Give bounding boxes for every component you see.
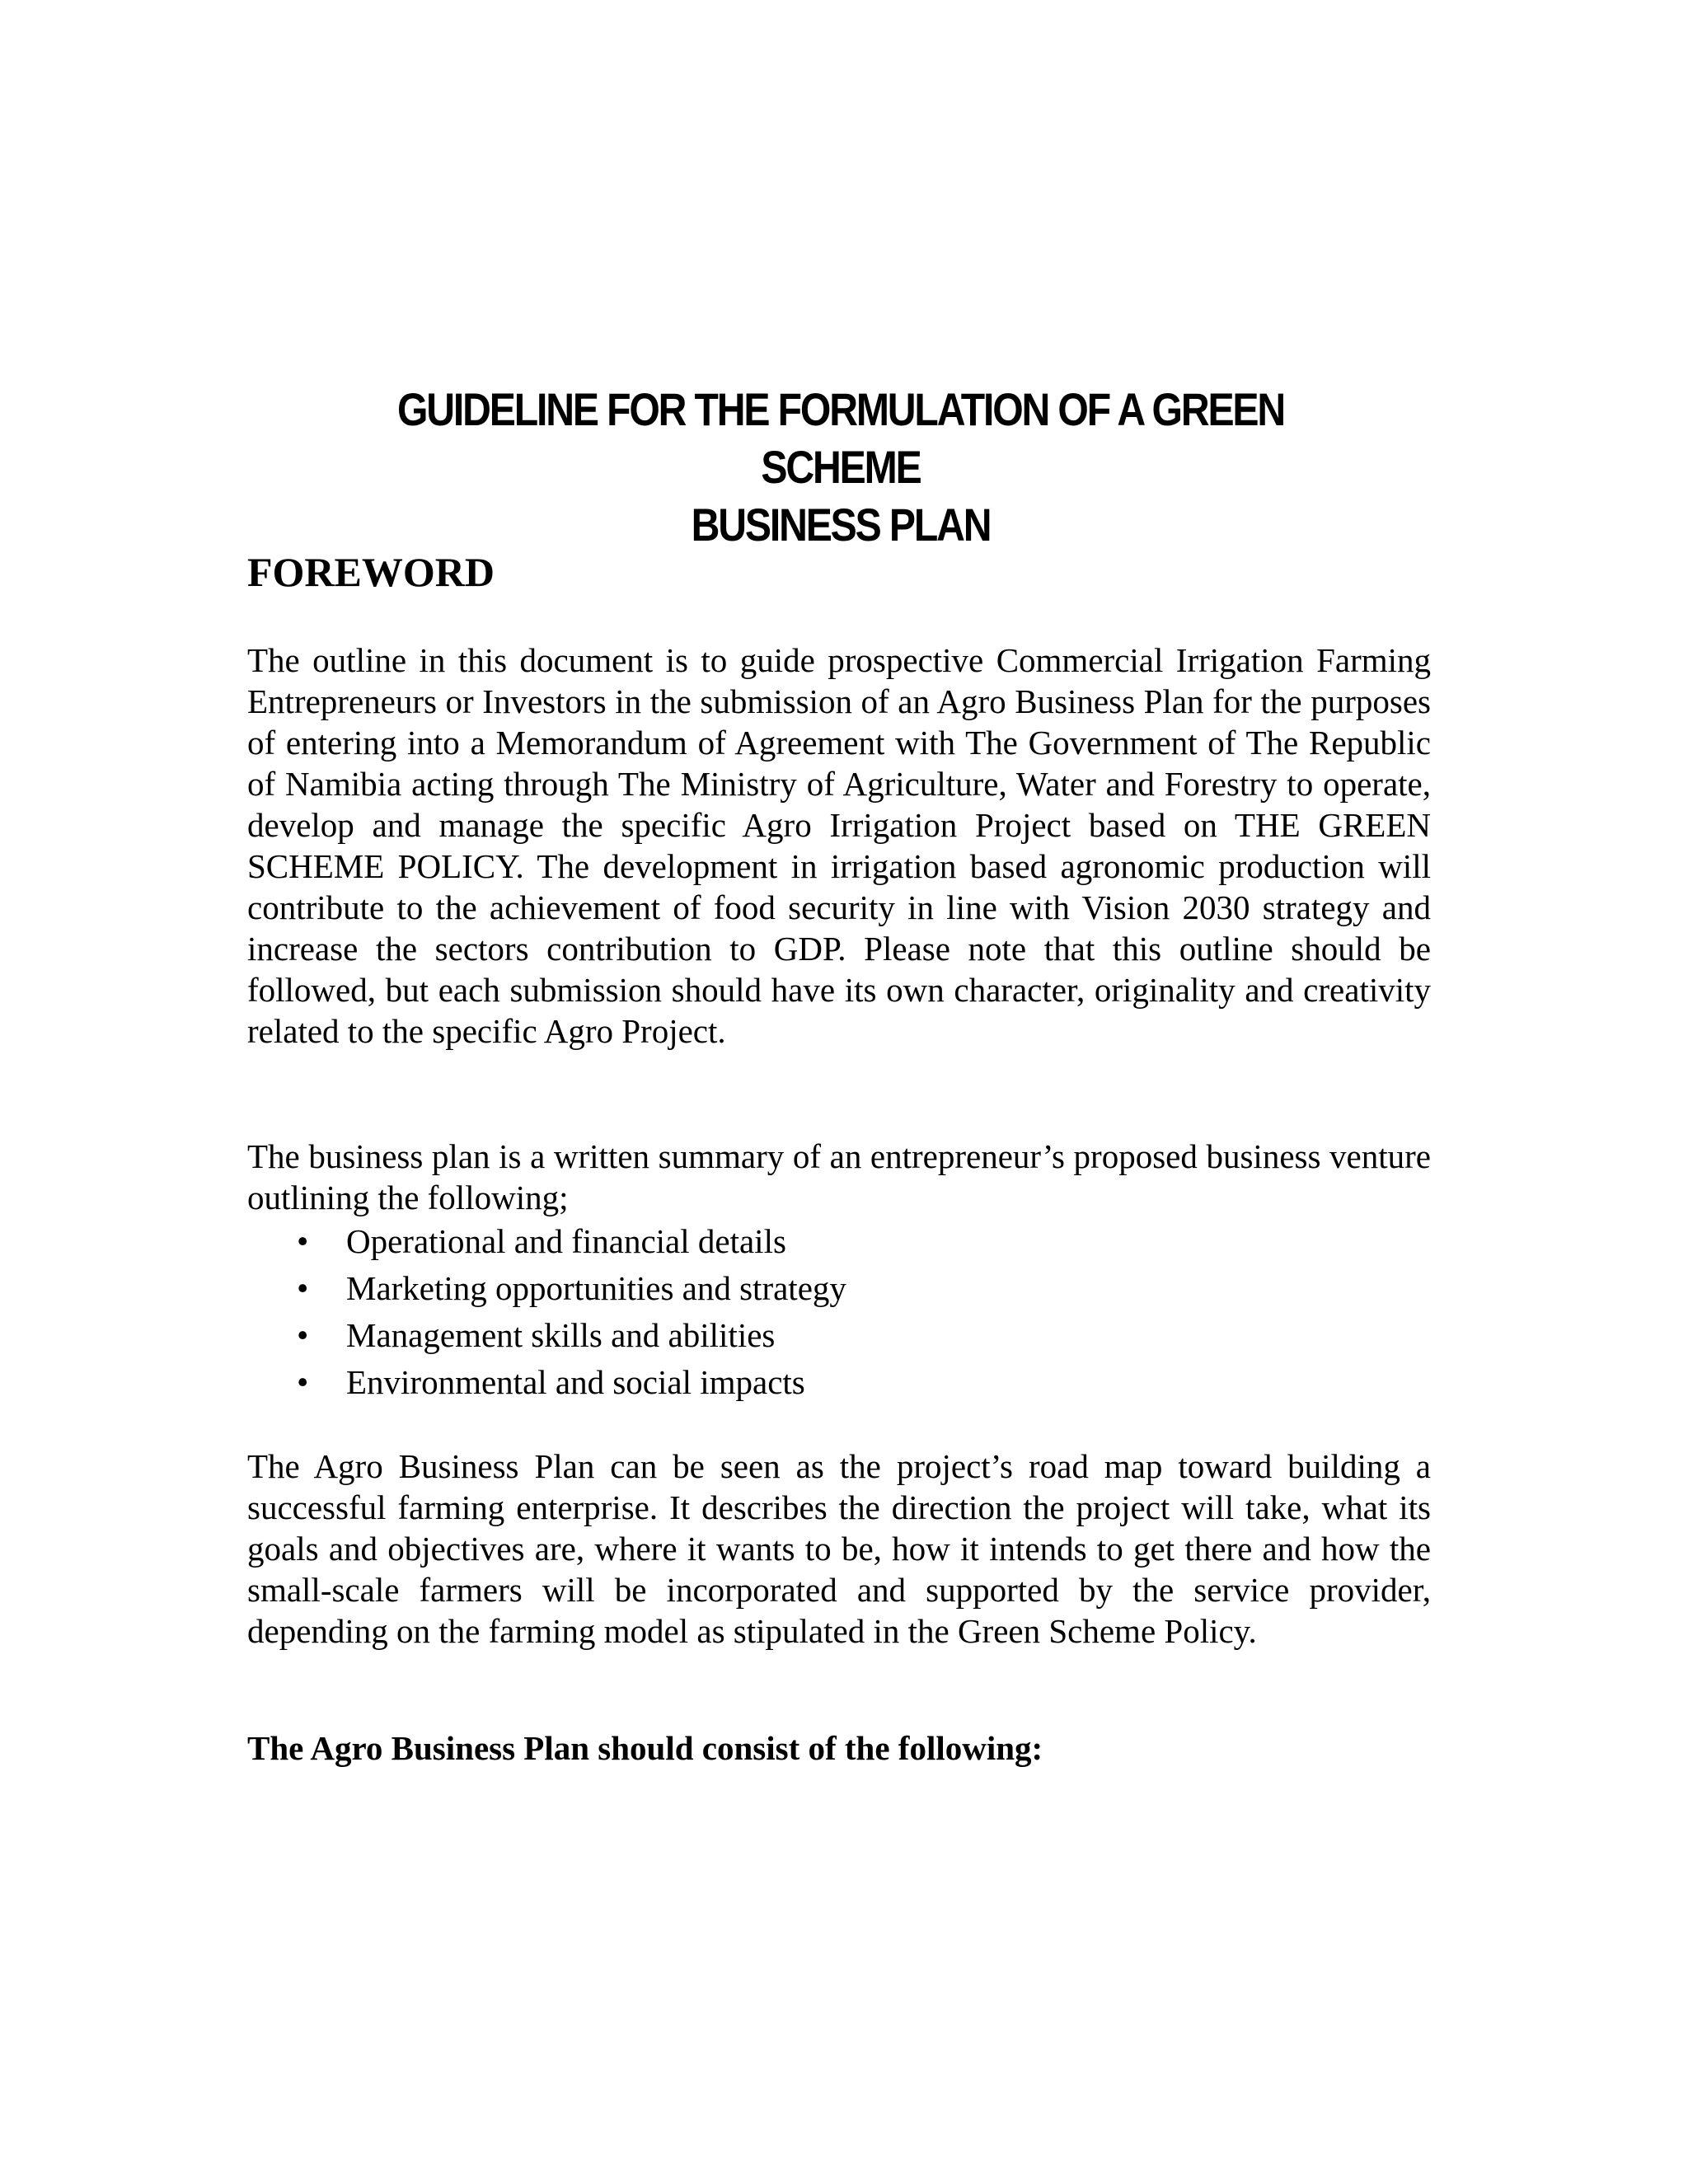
foreword-heading: FOREWORD	[247, 549, 495, 595]
list-item-text: Management skills and abilities	[346, 1316, 776, 1354]
document-title	[331, 381, 1351, 554]
bullet-icon: •	[297, 1316, 309, 1354]
document-title-line-1: GUIDELINE FOR THE FORMULATION OF A GREEN SCHEME	[396, 383, 1285, 493]
list-item-text: Operational and financial details	[346, 1222, 786, 1260]
closing-heading: The Agro Business Plan should consist of the following:	[247, 1729, 1043, 1767]
business-plan-outline-list	[247, 1218, 1431, 1406]
bullet-icon: •	[297, 1269, 309, 1307]
list-item-text: Marketing opportunities and strategy	[346, 1269, 846, 1307]
foreword-paragraph-1: The outline in this document is to guide prospective Commercial Irrigation Farming Entrepreneurs or Investors in the submission of an Agro Business Plan for the purposes of entering into a Memorandum of Agreement with The Government of The Republic of Namibia acting through The Ministry of Agriculture, Water and Forestry to operate, develop and manage the specific Agro Irrigation Project based on THE GREEN SCHEME POLICY. The development in irrigation based agronomic production will contribute to the achievement of food security in line with Vision 2030 strategy and increase the sectors contribution to GDP. Please note that this outline should be followed, but each submission should have its own character, originality and creativity related to the specific Agro Project.	[247, 641, 1431, 1050]
list-item	[247, 1359, 1431, 1406]
list-item-text: Environmental and social impacts	[346, 1363, 805, 1401]
foreword-paragraph-3: The Agro Business Plan can be seen as the project’s road map toward building a successful farming enterprise. It describes the direction the project will take, what its goals and objectives are, where it wants to be, how it intends to get there and how the small-scale farmers will be incorporated and supported by the service provider, depending on the farming model as stipulated in the Green Scheme Policy.	[247, 1447, 1431, 1650]
list-item	[247, 1218, 1431, 1265]
list-item	[247, 1265, 1431, 1312]
list-item	[247, 1312, 1431, 1359]
bullet-icon: •	[297, 1363, 309, 1401]
document-title-line-2: BUSINESS PLAN	[691, 499, 991, 551]
foreword-paragraph-2: The business plan is a written summary of an entrepreneur’s proposed business venture outlining the following;	[247, 1137, 1431, 1216]
bullet-icon: •	[297, 1222, 309, 1260]
